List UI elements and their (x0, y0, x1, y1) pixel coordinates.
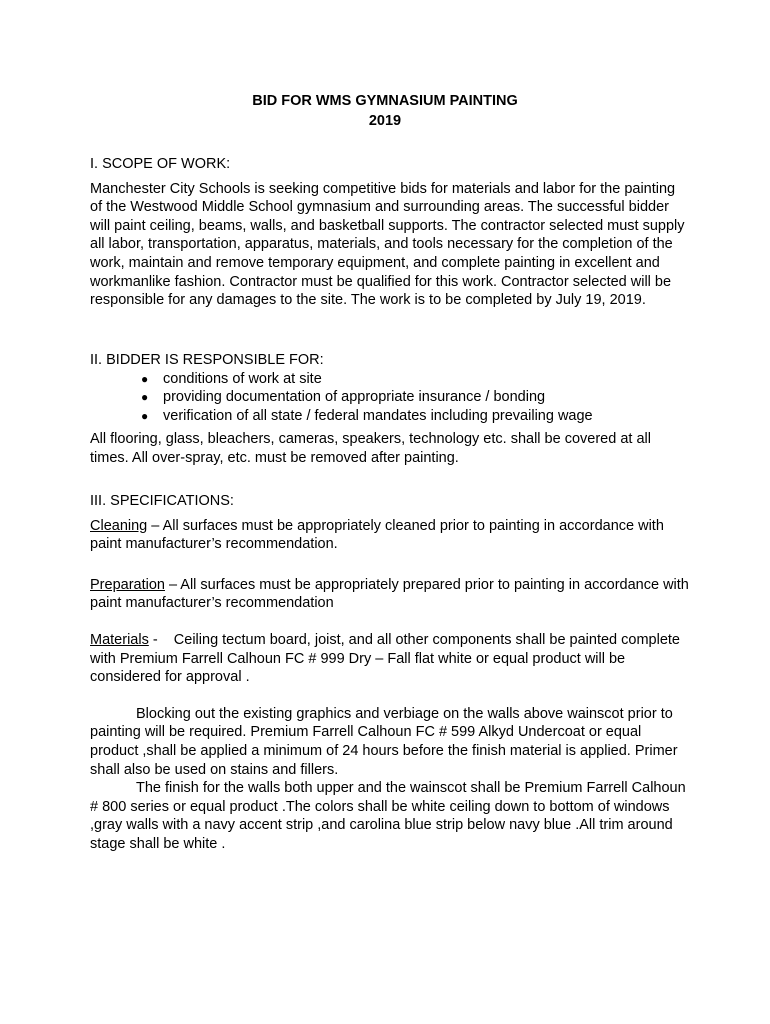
cleaning-label: Cleaning (90, 517, 148, 534)
document-title: BID FOR WMS GYMNASIUM PAINTING (252, 93, 518, 109)
materials-label: Materials (90, 631, 149, 648)
specs-heading: III. SPECIFICATIONS: (90, 493, 234, 509)
document-year: 2019 (368, 113, 402, 129)
specs-section (90, 492, 690, 854)
finish-paragraph: The finish for the walls both upper and the wainscot shall be Premium Farrell Calhoun # 800 series or equal product .The colors shall be white ceiling down to bottom of windows ,gray walls with a navy accent strip ,and carolina blue strip below navy blue .All trim around stage shall be white . (90, 780, 686, 852)
bullet-icon: ● (141, 371, 149, 386)
bidder-body: All flooring, glass, bleachers, cameras, speakers, technology etc. shall be covered at all times. All over-spray, etc. must be removed after painting. (90, 431, 651, 466)
preparation-paragraph: Preparation – All surfaces must be appropriately prepared prior to painting in accordance with paint manufacturer’s recommendation (90, 576, 689, 612)
list-item: ● conditions of work at site (141, 370, 322, 387)
bidder-section (90, 351, 690, 468)
bullet-icon: ● (141, 408, 149, 423)
preparation-label: Preparation (90, 576, 165, 593)
scope-body: Manchester City Schools is seeking competitive bids for materials and labor for the painting of the Westwood Middle School gymnasium and surrounding areas. The successful bidder will paint ceiling, beams, walls, and basketball supports. The contractor selected must supply all labor, transportation, apparatus, materials, and tools necessary for the completion of the work, maintain and remove temporary equipment, and complete painting in excellent and workmanlike fashion. Contractor must be qualified for this work. Contractor selected will be responsible for any damages to the site. The work is to be completed by July 19, 2019. (90, 180, 685, 309)
bidder-list (90, 370, 690, 426)
scope-section (90, 155, 690, 310)
bullet-icon: ● (141, 390, 149, 405)
bidder-heading: II. BIDDER IS RESPONSIBLE FOR: (90, 352, 324, 368)
cleaning-paragraph: Cleaning – All surfaces must be appropriately cleaned prior to painting in accordance with paint manufacturer’s recommendation. (90, 517, 664, 553)
scope-heading: I. SCOPE OF WORK: (90, 156, 231, 172)
list-item: ● providing documentation of appropriate insurance / bonding (141, 389, 546, 406)
materials-paragraph: Materials - Ceiling tectum board, joist, and all other components shall be painted complete with Premium Farrell Calhoun FC # 999 Dry – Fall flat white or equal product will be considered for approval . (90, 631, 685, 686)
list-item: ● verification of all state / federal mandates including prevailing wage (141, 407, 593, 424)
blocking-paragraph: Blocking out the existing graphics and verbiage on the walls above wainscot prior to painting will be required. Premium Farrell Calhoun FC # 599 Alkyd Undercoat or equal product ,shall be applied a minimum of 24 hours before the finish material is applied. Primer shall also be used on stains and fillers. (90, 705, 678, 778)
